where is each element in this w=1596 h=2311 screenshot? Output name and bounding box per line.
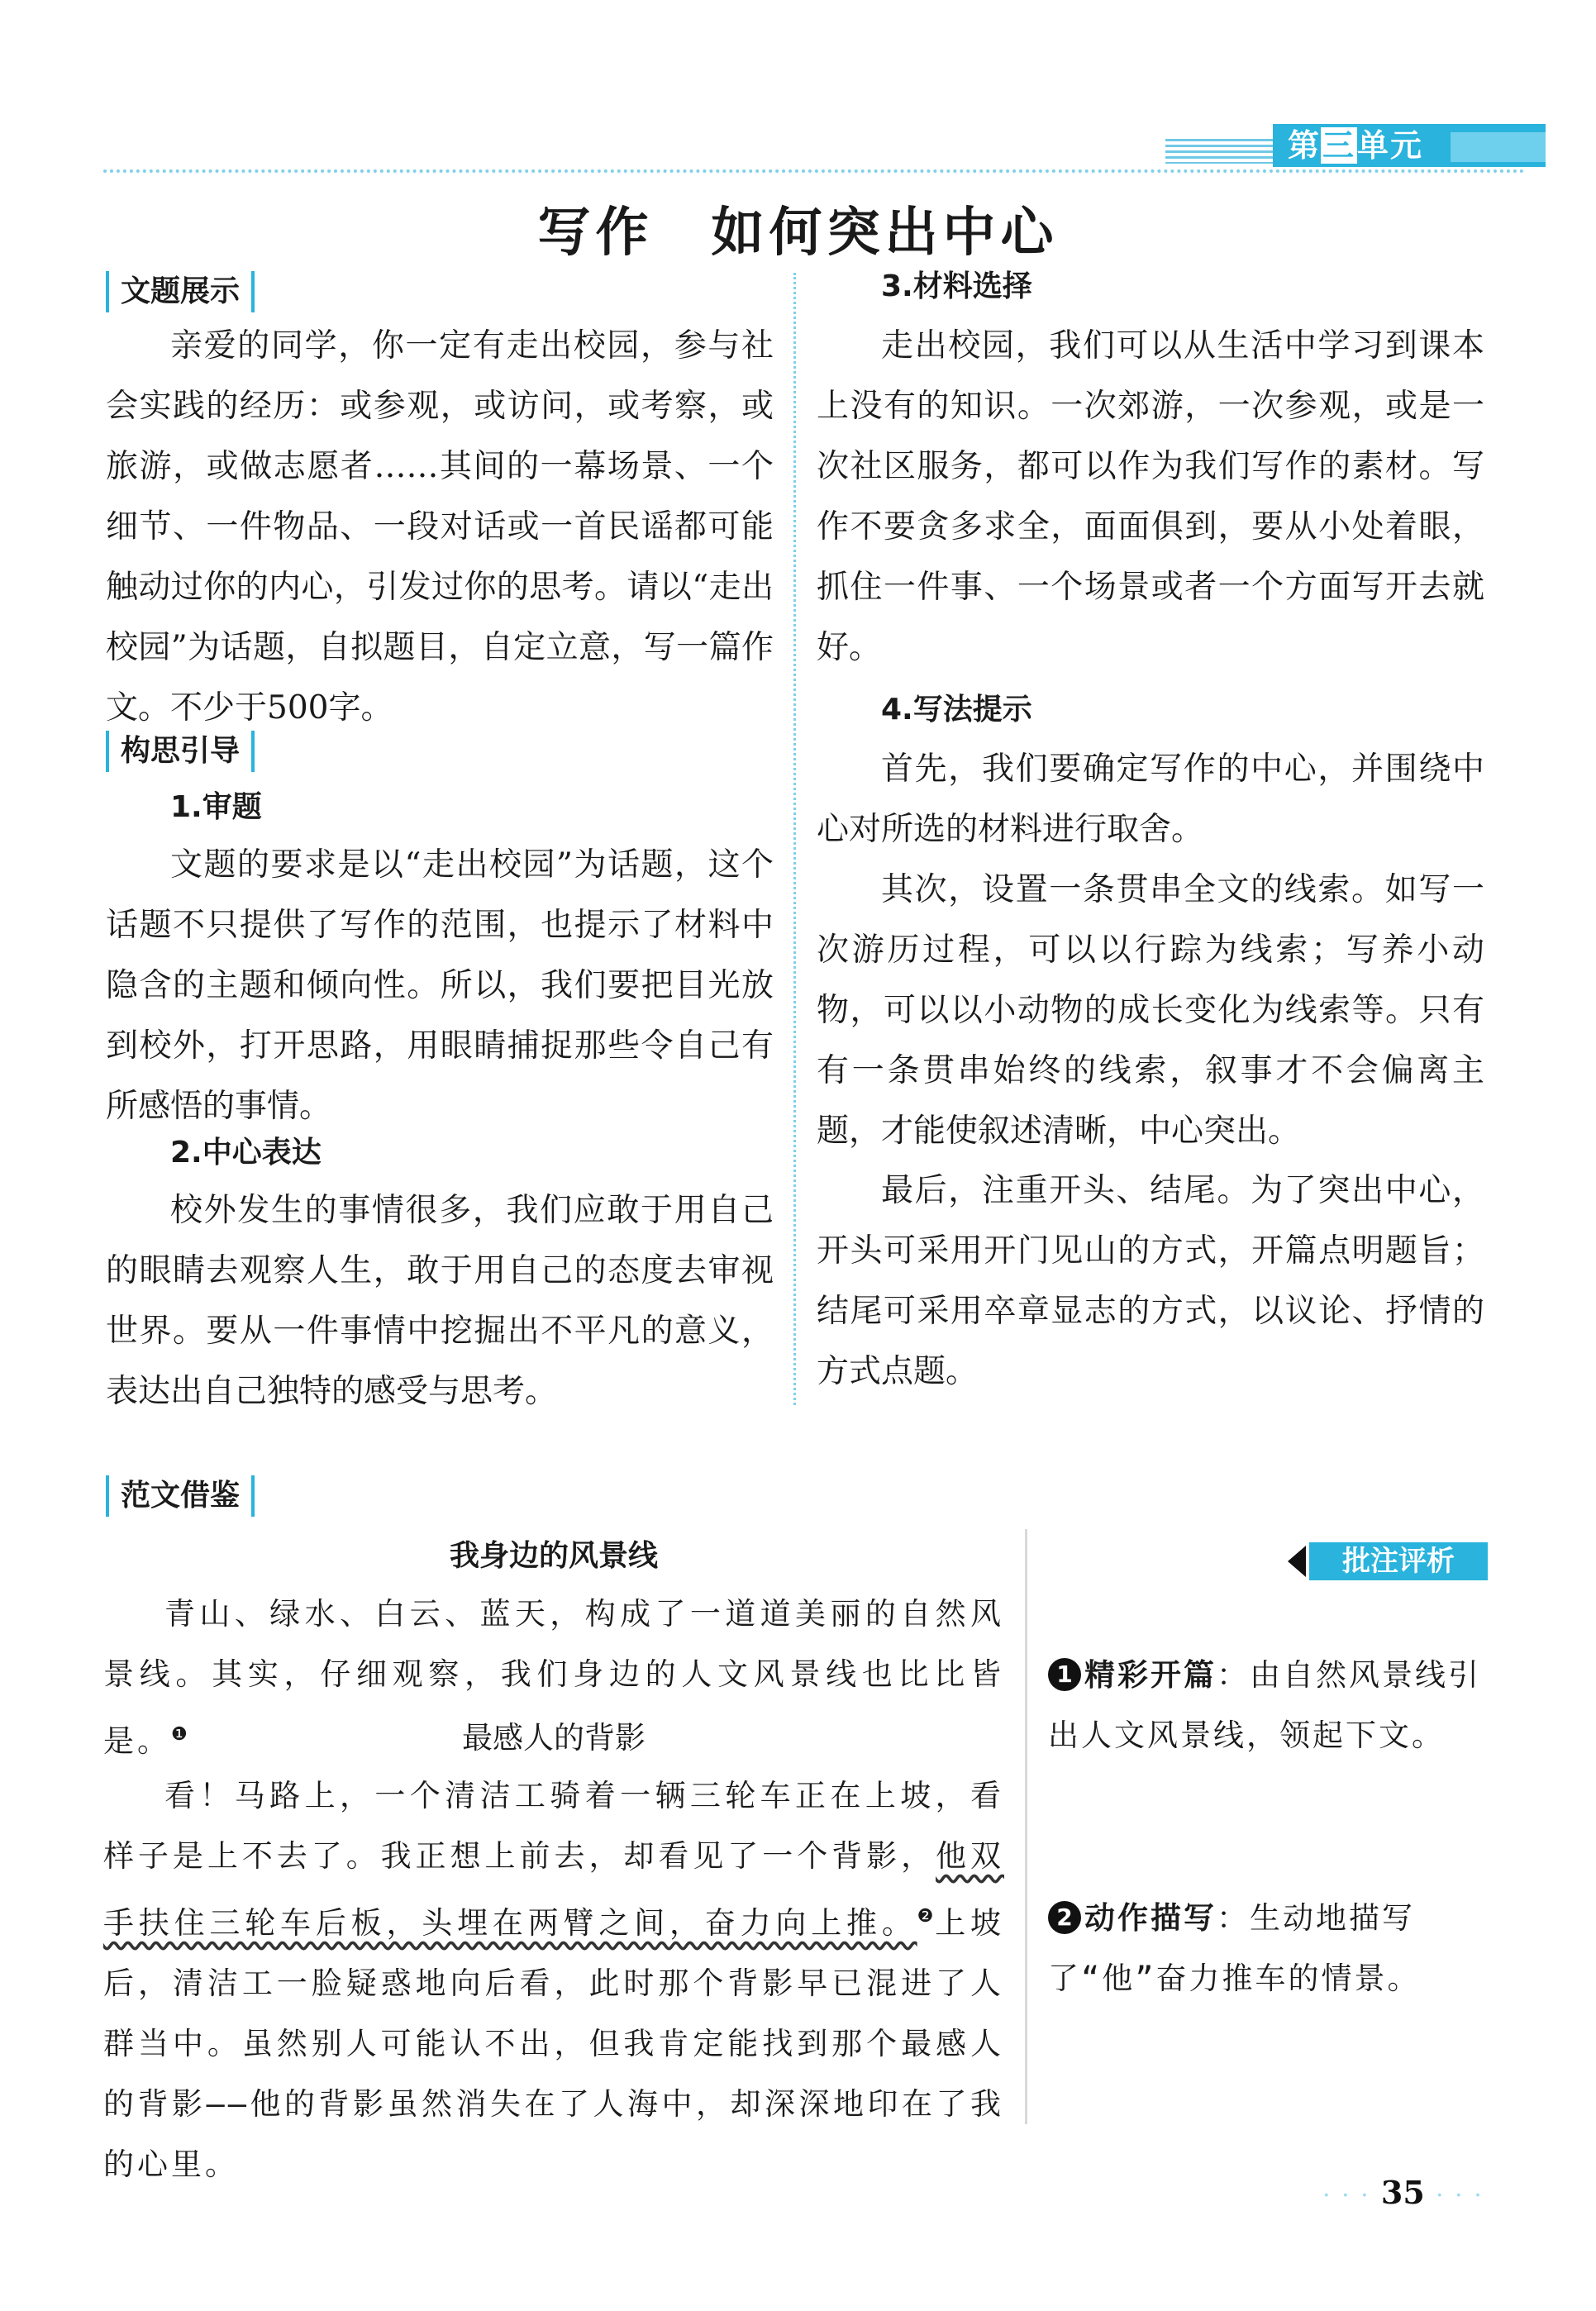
center-text: 校外发生的事情很多，我们应敢于用自己的眼睛去观察人生，敢于用自己的态度去审视世界。要从一件事情中挖掘出不平凡的意义，表达出自己独特的感受与思考。: [106, 1192, 774, 1410]
annotation-tag: 批注评析: [1288, 1542, 1488, 1580]
column-divider: [793, 273, 796, 1405]
header-dotted-rule: [103, 169, 1525, 173]
notes-divider: [1025, 1529, 1027, 2124]
tips-paragraph-1: 首先，我们要确定写作的中心，并围绕中心对所选的材料进行取舍。: [817, 750, 1484, 848]
shenti-text: 文题的要求是以“走出校园”为话题，这个话题不只提供了写作的范围，也提示了材料中隐含的主题和倾向性。所以，我们要把目光放到校外，打开思路，用眼睛捕捉那些令自己有所感悟的事情。: [106, 846, 774, 1125]
arrow-icon: [1288, 1546, 1306, 1577]
essay-title: 我身边的风景线: [449, 1539, 658, 1573]
page-title: 写作 如何突出中心: [537, 202, 1059, 264]
unit-tag: [1273, 124, 1546, 167]
subheading-writing-tips: 4.写法提示: [881, 693, 1032, 727]
page-number: · · · 35 · · ·: [1322, 2174, 1484, 2211]
annotation-2: 2 动作描写：生动地描写了“他”奋力推车的情景。: [1048, 1900, 1421, 1996]
essay-paragraph-2: 看！马路上，一个清洁工骑着一辆三轮车正在上坡，看样子是上不去了。我正想上前去，却看见了一个背影，他双手扶住三轮车后板，头埋在两臂之间，奋力向上推。$^❷$上坡后，清洁工一脸疑惑地向后看，此时那个背影早已混进了人群当中。虽然别人可能认不出，但我肯定能找到那个最感人的背影——他的背影虽然消失在了人海中，却深深地印在了我的心里。: [103, 1778, 1005, 2182]
annotation-1: 1 精彩开篇：由自然风景线引出人文风景线，领起下文。: [1048, 1657, 1481, 1753]
essay-subtitle: 最感人的背影: [462, 1720, 646, 1756]
section-heading-example: 范文借鉴: [106, 1475, 255, 1517]
unit-tag-strip: [1451, 132, 1546, 162]
annotation-number-2: 2: [1048, 1901, 1081, 1934]
note-marker-1: ❶: [171, 1724, 188, 1745]
wavy-underlined-text: 他双手扶住三轮车后板，头埋在两臂之间，奋力向上推。: [103, 1838, 1005, 1941]
note-marker-2: ❷: [917, 1906, 936, 1927]
unit-label: 第三单元: [1273, 124, 1438, 167]
header-decoration: [1165, 139, 1273, 164]
tips-paragraph-3: 最后，注重开头、结尾。为了突出中心，开头可采用开门见山的方式，开篇点明题旨；结尾可采用卒章显志的方式，以议论、抒情的方式点题。: [817, 1172, 1484, 1390]
subheading-shenti: 1.审题: [170, 790, 262, 824]
essay-paragraph-1: 青山、绿水、白云、蓝天，构成了一道道美丽的自然风景线。其实，仔细观察，我们身边的人文风景线也比比皆是。$^❶$: [103, 1596, 1004, 1759]
tips-paragraph-2: 其次，设置一条贯串全文的线索。如写一次游历过程，可以以行踪为线索；写养小动物，可以以小动物的成长变化为线索等。只有有一条贯串始终的线索，叙事才不会偏离主题，才能使叙述清晰，中心突出。: [817, 871, 1484, 1150]
section-heading-topic: 文题展示: [106, 271, 255, 312]
subheading-center: 2.中心表达: [170, 1136, 322, 1170]
material-text: 走出校园，我们可以从生活中学习到课本上没有的知识。一次郊游，一次参观，或是一次社区服务，都可以作为我们写作的素材。写作不要贪多求全，面面俱到，要从小处着眼，抓住一件事、一个场景或者一个方面写开去就好。: [817, 327, 1484, 666]
annotation-number-1: 1: [1048, 1658, 1081, 1691]
topic-text: 亲爱的同学，你一定有走出校园，参与社会实践的经历：或参观，或访问，或考察，或旅游，或做志愿者……其间的一幕场景、一个细节、一件物品、一段对话或一首民谣都可能触动过你的内心，引发过你的思考。请以“走出校园”为话题，自拟题目，自定立意，写一篇作文。不少于500字。: [106, 327, 774, 727]
section-heading-guide: 构思引导: [106, 731, 255, 772]
subheading-material: 3.材料选择: [881, 269, 1032, 303]
